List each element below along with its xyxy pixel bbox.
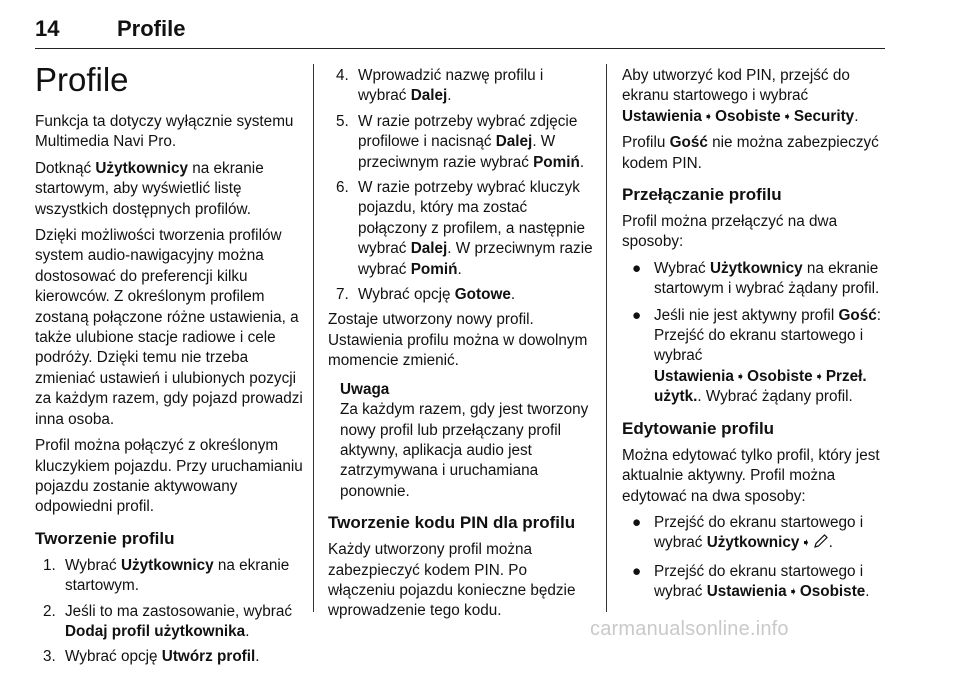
- list-item: 4. Wprowadzić nazwę profilu i wybrać Dalej.: [336, 67, 544, 105]
- bullet-icon: ●: [632, 259, 642, 277]
- list-item: ● Jeśli nie jest aktywny profil Gość: Przejść do ekranu startowego i wybrać Ustawienia ➧ Osobiste ➧ Przeł. użytk.. Wybrać żądany profil.: [632, 306, 881, 406]
- create-steps-list-continued: [328, 66, 596, 305]
- paragraph-pin: Każdy utworzony profil można zabezpieczyć kodem PIN. Po włączeniu pojazdu konieczne będzie wprowadzenie tego kodu.: [328, 541, 576, 620]
- arrow-right-icon: ➧: [801, 537, 811, 550]
- paragraph-guest: Profilu Gość nie można zabezpieczyć kodem PIN.: [622, 134, 879, 172]
- paragraph-switch: Profil można przełączyć na dwa sposoby:: [622, 213, 838, 251]
- note-box: [328, 380, 596, 502]
- list-item: ● Przejść do ekranu startowego i wybrać Użytkownicy ➧ .: [622, 513, 890, 556]
- watermark: carmanualsonline.info: [590, 618, 789, 640]
- intro-paragraph: Funkcja ta dotyczy wyłącznie systemu Multimedia Navi Pro.: [35, 113, 294, 151]
- create-steps-list: [35, 556, 303, 668]
- switch-list: [622, 259, 890, 408]
- paragraph-users: Dotknąć Użytkownicy na ekranie startowym, aby wyświetlić listę wszystkich dostępnych profilów.: [35, 159, 264, 218]
- pencil-icon: [813, 533, 829, 555]
- paragraph-key-link: Profil można połączyć z określonym kluczykiem pojazdu. Przy uruchamianiu pojazdu zostanie aktywowany odpowiedni profil.: [35, 437, 303, 516]
- heading-switch-profile: Przełączanie profilu: [622, 185, 782, 205]
- column-2: [328, 52, 596, 628]
- list-item: 1. Wybrać Użytkownicy na ekranie startowym.: [43, 556, 290, 595]
- column-3: [622, 52, 890, 609]
- list-item: ● Przejść do ekranu startowego i wybrać Ustawienia ➧ Osobiste.: [632, 562, 870, 601]
- list-item: 3. Wybrać opcję Utwórz profil.: [43, 648, 260, 666]
- arrow-right-icon: ➧: [782, 110, 792, 123]
- page-header: [35, 14, 885, 49]
- list-item: 7. Wybrać opcję Gotowe.: [336, 286, 516, 304]
- column-divider: [313, 64, 314, 612]
- column-1: [35, 52, 303, 673]
- heading-create-pin: Tworzenie kodu PIN dla profilu: [328, 513, 576, 533]
- paragraph-profile-created: Zostaje utworzony nowy profil. Ustawienia profilu można w dowolnym momencie zmienić.: [328, 311, 588, 370]
- list-item: 5. W razie potrzeby wybrać zdjęcie profilowe i nacisnąć Dalej. W przeciwnym razie wybrać Pomiń.: [336, 112, 585, 171]
- bullet-icon: ●: [632, 513, 642, 531]
- edit-list: [622, 513, 890, 603]
- note-title: Uwaga: [340, 380, 390, 398]
- arrow-right-icon: ➧: [814, 370, 824, 383]
- paragraph-pin-path: Aby utworzyć kod PIN, przejść do ekranu startowego i wybrać Ustawienia ➧ Osobiste ➧ Security.: [622, 67, 859, 125]
- paragraph-profiles-benefit: Dzięki możliwości tworzenia profilów system audio-nawigacyjny można dostosować do preferencji kilku kierowców. Z określonym profilem zostaną połączone różne ustawienia, a także ulubione stacje radiowe i cele podróży. Dzięki temu nie trzeba zmieniać ustawień i ulubionych pozycji za każdym razem, gdy pojazd prowadzi inna osoba.: [35, 227, 303, 428]
- arrow-right-icon: ➧: [703, 110, 714, 123]
- heading-create-profile: Tworzenie profilu: [35, 528, 175, 548]
- heading-edit-profile: Edytowanie profilu: [622, 418, 775, 438]
- bullet-icon: ●: [632, 306, 642, 324]
- page-title: Profile: [35, 61, 129, 98]
- paragraph-edit: Można edytować tylko profil, który jest aktualnie aktywny. Profil można edytować na dwa sposoby:: [622, 446, 880, 505]
- column-divider: [606, 64, 607, 612]
- arrow-right-icon: ➧: [735, 370, 746, 383]
- note-text: Za każdym razem, gdy jest tworzony nowy profil lub przełączany profil aktywny, aplikacja audio jest zatrzymywana i uruchamiana ponownie.: [340, 401, 589, 500]
- arrow-right-icon: ➧: [788, 586, 798, 599]
- page-number: 14: [35, 16, 60, 41]
- list-item: 6. W razie potrzeby wybrać kluczyk pojazdu, który ma zostać połączony z profilem, a następnie wybrać Dalej. W przeciwnym razie wybrać Pomiń.: [336, 179, 593, 278]
- bullet-icon: ●: [632, 562, 642, 580]
- header-section-title: Profile: [117, 16, 186, 41]
- list-item: ● Wybrać Użytkownicy na ekranie startowym i wybrać żądany profil.: [632, 259, 880, 298]
- list-item: 2. Jeśli to ma zastosowanie, wybrać Dodaj profil użytkownika.: [43, 602, 292, 640]
